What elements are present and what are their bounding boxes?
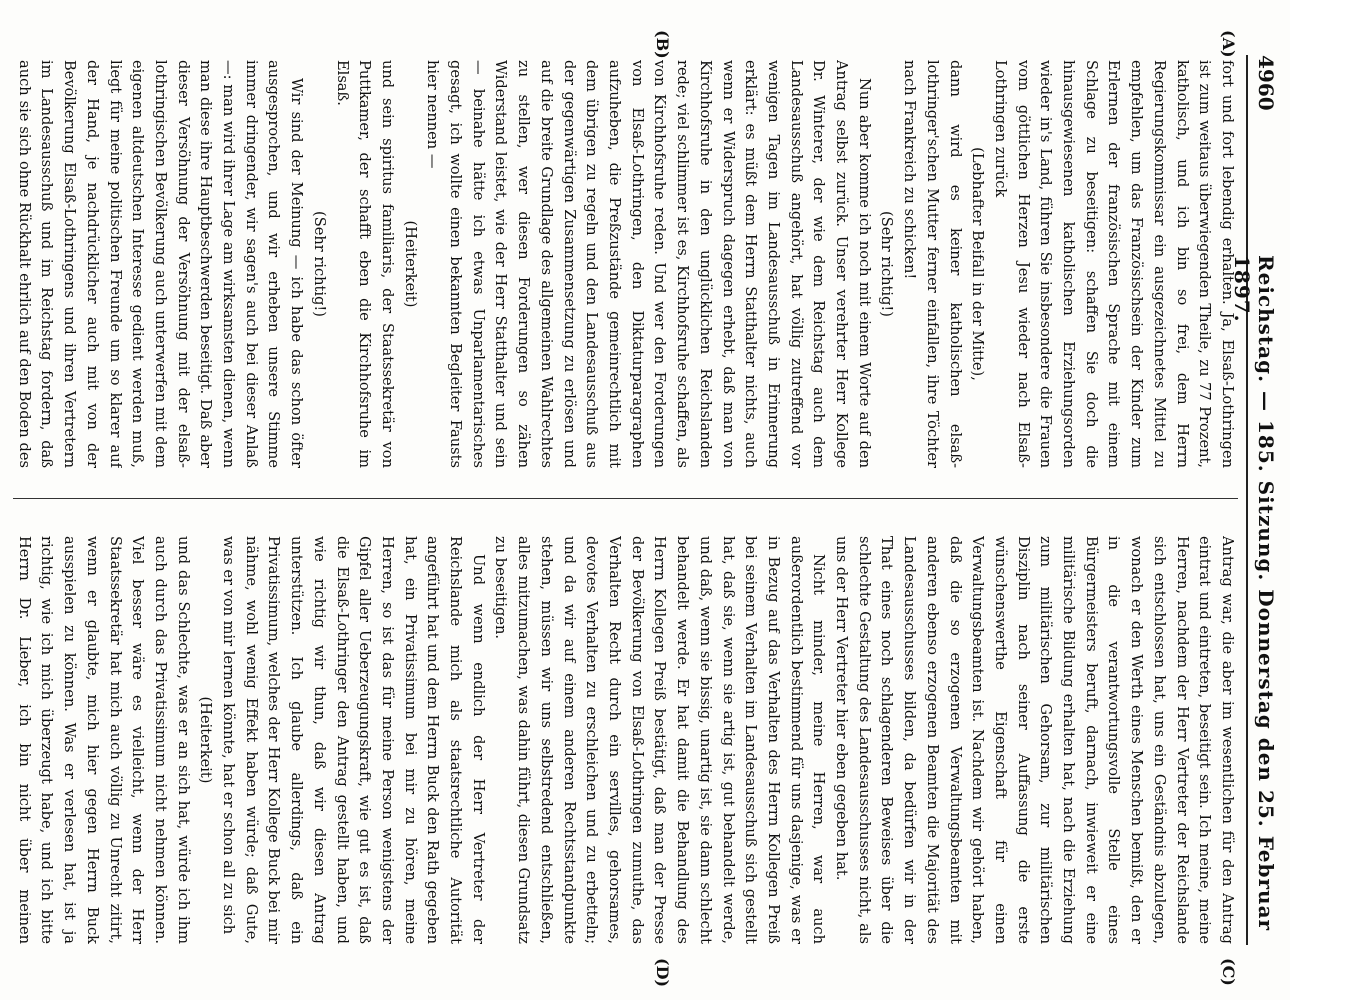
left-column: [13, 60, 1238, 468]
margin-mark-c: (C): [1219, 958, 1238, 986]
interjection: (Heiterkeit): [197, 696, 215, 784]
paragraph: Antrag war, die aber im wesentlichen für den Antrag eintrat und eintreten, beseitigt sein. Ich meine, meine Herren, nachdem der Herr Vertreter der Reichslande sich entschlossen hat, uns ein Geständnis abzulegen, wonach er den Werth eines Menschen bemißt, den er in die verantwortungsvolle Stelle eines Bürgermeisters beruft, darnach, inwieweit er eine militärische Bildung erhalten hat, nach die Erziehung zum militärischen Gehorsam, zur militärischen Disziplin nach seiner Auffassung die erste wünschenswerthe Eigenschaft für einen Verwaltungsbeamten ist. Nachdem wir gehört haben, daß die so erzogenen Verwaltungsbeamten mit anderen ebenso erzogenen Beamten die Majorität des Landesausschusses bilden, da bedürfen wir in der That eines noch schlagenderen Beweises über die schlechte Gestaltung des Landesausschusses nicht, als uns der Herr Vertreter hier eben gegeben hat.: [833, 536, 1236, 944]
paragraph: fort und fort lebendig erhalten. Ja, Elsaß-Lothringen ist zum weitaus überwiegenden Theile, zu 77 Prozent, katholisch, und ich bin so frei, dem Herrn Regierungskommissar ein ausgezeichnetes Mittel zu empfehlen, um das Französischsein der Kinder zum Erlernen der französischen Sprache mit einem Schlage zu beseitigen: schaffen Sie doch die hinausgewiesenen katholischen Erziehungsorden wieder in's Land, führen Sie insbesondere die Frauen vom göttlichen Herzen Jesu wieder nach Elsaß-Lothringen zurück: [991, 60, 1236, 468]
paragraph: und das Schlechte, was er an sich hat, würde ich ihm auch durch das Privatissimum nicht nehmen können. Viel besser wäre es vielleicht, wenn der Herr Staatssekretär hat mich auch völlig zu Unrecht zitirt, wenn er glaubte, mich hier gegen Herrn Buck ausspielen zu können. Was er verlesen hat, ist ja richtig, wie ich mich überzeugt habe, und ich bitte Herrn Dr. Lieber, ich bin nicht über meinen: [15, 536, 192, 944]
paragraph: dann wird es keiner katholischen elsaß-lothringer'schen Mutter ferner einfallen, ihre Töchter nach Frankreich zu schicken!: [901, 60, 964, 468]
paragraph: Und wenn endlich der Herr Vertreter der Reichslande mich als staatsrechtliche Autorität angeführt hat und dem Herrn Buck den Rath gegeben hat, ein Privatissimum bei mir zu hören, meine Herren, so ist das für meine Person wenigstens der Gipfel aller Ueberzeugungskraft, wie gut es ist, daß die Elsaß-Lothringer den Antrag gestellt haben, und wie richtig wir thun, daß wir diesen Antrag unterstützen. Ich glaube allerdings, daß ein Privatissimum, welches der Herr Kollege Buck bei mir nähme, wohl wenig Effekt haben würde; daß Gute, was er von mir lernen könnte, hat er schon all zu sich: [220, 536, 487, 944]
margin-mark-a: (A): [1219, 30, 1238, 58]
interjection: (Heiterkeit): [401, 220, 419, 308]
interjection: (Sehr richtig!): [878, 211, 896, 317]
paragraph: Wir sind der Meinung — ich habe das schon öfter ausgesprochen, und wir erheben unsere Stimme immer dringender, wir sagen's auch bei dieser Anlaß —: man wird ihrer Lage am wirksamsten dienen, wenn man diese ihre Hauptbeschwerden beseitigt. Daß aber dieser Versöhnung der Versöhnung mit der elsaß-lothringischen Bevölkerung auch unterwerfen mit dem eigenen altdeutschen Interesse gedient werden muß, liegt für meine politischen Freunde um so klarer auf der Hand, je nachdrücklicher auch mit von der Bevölkerung Elsaß-Lothringens und ihren Vertretern im Landesausschuß und im Reichstag fordern, daß auch sie sich ohne Rückhalt ehrlich auf den Boden des: [15, 60, 306, 468]
paragraph: und sein spiritus familiaris, der Staatssekretär von Puttkamer, der schafft eben die Kirchhofsruhe im Elsaß.: [333, 60, 396, 468]
margin-mark-b: (B): [653, 30, 672, 59]
margin-mark-d: (D): [653, 958, 672, 988]
header-title: Reichstag. — 185. Sitzung. Donnerstag den 25. Februar 1897.: [1230, 255, 1278, 932]
page-number: 4960: [1254, 55, 1278, 111]
right-column: [13, 536, 1238, 944]
page-header: [1230, 55, 1282, 945]
interjection: (Sehr richtig!): [310, 211, 328, 317]
paragraph: Nicht minder, meine Herren, war auch außerordentlich bestimmend für uns dasjenige, was er in Bezug auf das Verhalten des Herrn Kollegen Preiß bei seinem Verhalten im Landesausschuß sich gestellt hat, daß sie, wenn sie artig ist, gut behandelt werde, und daß, wenn sie bissig, unartig ist, sie dann schlecht behandelt werde. Er hat damit die Behandlung des Herrn Kollegen Preiß bestätigt, daß man der Presse der Bevölkerung von Elsaß-Lothringen zumuthe, das Verhalten Recht durch ein servilles, gehorsames, devotes Verhalten zu erschleichen und zu erbetteln; und da wir auf einem anderen Rechtsstandpunkte stehen, müssen wir uns selbstredend entschließen, alles mitzumachen, was dahin führt, diesen Grundsatz zu beseitigen.: [492, 536, 828, 944]
interjection: (Lebhafter Beifall in der Mitte),: [969, 147, 987, 381]
paragraph: Nun aber komme ich noch mit einem Worte auf den Antrag selbst zurück. Unser verehrter Herr Kollege Dr. Winterer, der wie dem Reichstag auch dem Landesausschuß angehört, hat völlig zutreffend vor wenigen Tagen im Landesausschuß in Erinnerung erklärt: es müßt dem Herrn Statthalter nichts, auch wenn er Widerspruch dagegen erhebt, daß man von Kirchhofsruhe in den unglücklichen Reichslanden rede; viel schlimmer ist es, Kirchhofsruhe schaffen, als von Kirchhofsruhe reden. Und wer den Forderungen von Elsaß-Lothringen, den Diktaturparagraphen aufzuheben, die Preßzustände gemeinrechtlich mit dem übrigen zu regeln und den Landesausschuß aus der gegenwärtigen Zusammensetzung zu erlösen und auf die breite Grundlage des allgemeinen Wahlrechtes zu stellen, wer diesen Forderungen so zähen Widerstand leistet, wie der Herr Statthalter und sein — beinahe hätte ich etwas Unparlamentarisches gesagt, ich wollte einen bekannten Begleiter Fausts hier nennen —: [424, 60, 873, 468]
column-divider: [13, 498, 1238, 499]
